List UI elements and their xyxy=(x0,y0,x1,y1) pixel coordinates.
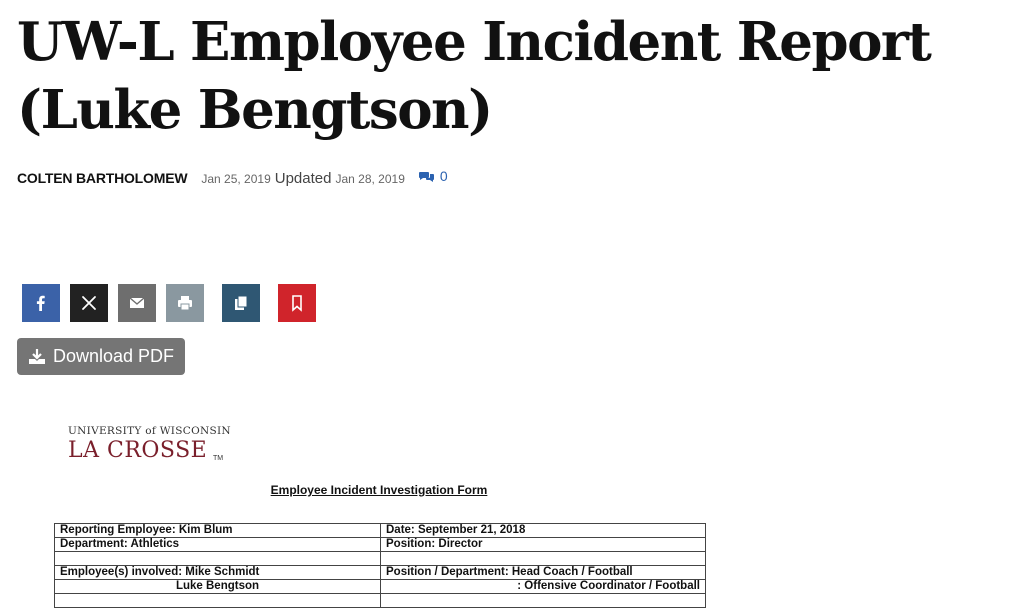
article-headline: UW-L Employee Incident Report (Luke Bengtson) xyxy=(17,11,931,141)
x-icon xyxy=(80,294,98,312)
byline xyxy=(17,168,448,187)
comments-icon xyxy=(419,170,435,183)
table-row xyxy=(55,594,706,608)
copy-icon xyxy=(232,294,250,312)
published-date: Jan 25, 2019 xyxy=(201,171,271,186)
table-cell xyxy=(55,552,381,566)
copy-link-button[interactable] xyxy=(222,284,260,322)
printer-icon xyxy=(176,294,194,312)
facebook-icon xyxy=(32,294,50,312)
table-cell: Position: Director xyxy=(381,538,706,552)
form-title: Employee Incident Investigation Form xyxy=(270,483,488,497)
table-row xyxy=(55,580,706,594)
print-button[interactable] xyxy=(166,284,204,322)
table-cell: Department: Athletics xyxy=(55,538,381,552)
table-cell: Employee(s) involved: Mike Schmidt xyxy=(55,566,381,580)
download-pdf-label: Download PDF xyxy=(52,346,175,366)
updated-date: Jan 28, 2019 xyxy=(335,171,405,186)
table-row xyxy=(55,538,706,552)
table-cell xyxy=(381,552,706,566)
bookmark-button[interactable] xyxy=(278,284,316,322)
table-row xyxy=(55,566,706,580)
bookmark-icon xyxy=(288,294,306,312)
comment-count: 0 xyxy=(439,168,448,184)
logo-la-crosse-text: LA CROSSE xyxy=(68,438,208,463)
table-cell: Reporting Employee: Kim Blum xyxy=(55,524,381,538)
table-row xyxy=(55,552,706,566)
table-cell: Luke Bengtson xyxy=(55,580,381,594)
download-icon xyxy=(28,348,46,365)
share-toolbar xyxy=(22,284,326,322)
download-pdf-button[interactable] xyxy=(17,338,185,375)
incident-form-table xyxy=(54,523,706,608)
table-cell: : Offensive Coordinator / Football xyxy=(381,580,706,594)
envelope-icon xyxy=(128,294,146,312)
share-email-button[interactable] xyxy=(118,284,156,322)
table-cell xyxy=(55,594,381,608)
updated-label: Updated xyxy=(274,169,332,187)
table-cell: Position / Department: Head Coach / Football xyxy=(381,566,706,580)
logo-university-text: UNIVERSITY of WISCONSIN xyxy=(68,425,231,437)
logo-trademark: TM xyxy=(213,455,224,462)
share-facebook-button[interactable] xyxy=(22,284,60,322)
share-x-button[interactable] xyxy=(70,284,108,322)
table-cell: Date: September 21, 2018 xyxy=(381,524,706,538)
table-row xyxy=(55,524,706,538)
author-name[interactable]: COLTEN BARTHOLOMEW xyxy=(17,169,188,186)
comments-link[interactable] xyxy=(419,168,448,184)
table-cell xyxy=(381,594,706,608)
embedded-document xyxy=(0,412,1024,616)
